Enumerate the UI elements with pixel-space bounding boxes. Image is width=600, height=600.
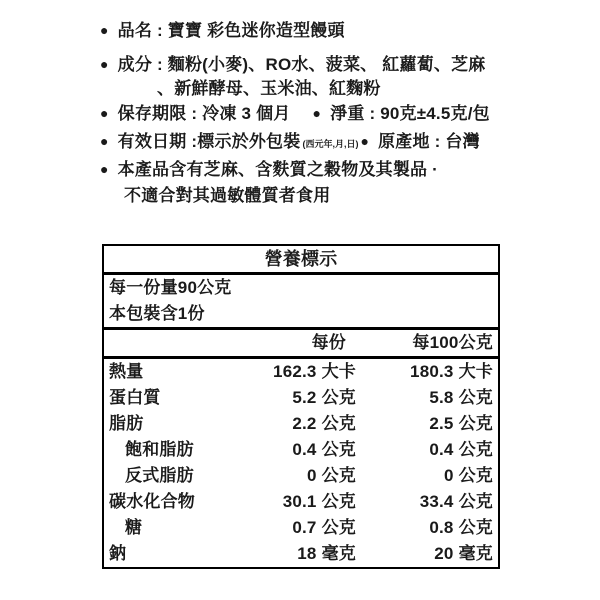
servings-per-package-text: 本包裝含1份	[109, 304, 205, 323]
bullet-icon: ●	[360, 133, 370, 149]
row-value-per-100g: 20 毫克	[356, 541, 498, 567]
column-header-per-serving: 每份	[311, 333, 346, 352]
unit-text: 大卡	[458, 362, 493, 381]
allergen-warning-text: 本產品含有芝麻、含麩質之穀物及其製品 ·	[117, 160, 439, 179]
row-value-per-100g: 0.8 公克	[356, 515, 498, 541]
expiry-origin-line	[100, 131, 480, 154]
unit-text: 公克	[321, 492, 356, 511]
ingredients-line	[100, 54, 486, 75]
table-row-sugar	[104, 515, 498, 541]
bullet-icon: ●	[100, 133, 109, 149]
unit-text: 公克	[458, 466, 493, 485]
row-value-per-serving: 0.7 公克	[221, 515, 356, 541]
serving-size-text: 每一份量90公克	[109, 278, 232, 297]
ingredients-text: 成分 : 麵粉(小麥)、RO水、菠菜、 紅蘿蔔、芝麻	[117, 55, 486, 74]
table-row-fat	[104, 411, 498, 437]
row-value-per-100g: 0.4 公克	[356, 437, 498, 463]
unit-text: 公克	[458, 414, 493, 433]
bullet-icon: ●	[100, 105, 109, 121]
row-value-per-serving: 0.4 公克	[221, 437, 356, 463]
table-row-trans-fat	[104, 463, 498, 489]
bullet-icon: ●	[100, 22, 109, 38]
table-row-sodium	[104, 541, 498, 567]
row-label: 脂肪	[109, 414, 144, 433]
unit-text: 公克	[321, 440, 356, 459]
date-format-note: (西元年,月,日)	[302, 139, 359, 149]
table-row-calories	[104, 359, 498, 385]
allergen-warning-text-2: 不適合對其過敏體質者食用	[124, 186, 331, 205]
bullet-icon: ●	[100, 56, 109, 72]
product-name-line	[100, 20, 345, 41]
row-value-per-100g: 33.4 公克	[356, 489, 498, 515]
unit-text: 公克	[321, 414, 356, 433]
table-row-carbohydrate	[104, 489, 498, 515]
row-value-per-serving: 5.2 公克	[221, 385, 356, 411]
bullet-icon: ●	[312, 105, 322, 121]
shelf-life-net-weight-line	[100, 103, 490, 124]
bullet-icon: ●	[100, 161, 109, 177]
nutrition-table-title: 營養標示	[264, 249, 338, 269]
row-value-per-100g: 5.8 公克	[356, 385, 498, 411]
shelf-life-text: 保存期限 : 冷凍 3 個月	[117, 104, 291, 123]
row-label: 蛋白質	[109, 388, 161, 407]
nutrition-facts-table	[102, 244, 500, 569]
allergen-warning-line	[100, 159, 438, 180]
unit-text: 公克	[321, 466, 356, 485]
unit-text: 公克	[321, 518, 356, 537]
origin-text: 原產地 : 台灣	[378, 132, 480, 151]
unit-text: 公克	[321, 388, 356, 407]
column-header-spacer	[104, 330, 221, 356]
allergen-warning-continuation-line	[124, 186, 330, 206]
row-value-per-100g: 180.3 大卡	[356, 359, 498, 385]
expiry-date-text: 有效日期 :標示於外包裝	[117, 132, 301, 151]
unit-text: 公克	[458, 388, 493, 407]
ingredients-continuation-line	[157, 79, 381, 99]
unit-text: 公克	[458, 440, 493, 459]
row-label: 鈉	[109, 544, 127, 563]
unit-text: 毫克	[321, 544, 356, 563]
row-value-per-100g: 2.5 公克	[356, 411, 498, 437]
table-row-protein	[104, 385, 498, 411]
row-value-per-serving: 18 毫克	[221, 541, 356, 567]
unit-text: 公克	[458, 518, 493, 537]
column-header-per-100g: 每100公克	[412, 333, 493, 352]
nutrition-column-header-row	[104, 330, 498, 356]
unit-text: 毫克	[458, 544, 493, 563]
net-weight-text: 淨重 : 90克±4.5克/包	[330, 104, 490, 123]
unit-text: 公克	[458, 492, 493, 511]
product-name-text: 品名 : 寶寶 彩色迷你造型饅頭	[117, 21, 345, 40]
row-label: 反式脂肪	[125, 466, 194, 485]
row-label: 糖	[125, 518, 143, 537]
row-value-per-100g: 0 公克	[356, 463, 498, 489]
row-value-per-serving: 162.3 大卡	[221, 359, 356, 385]
ingredients-text-2: 、新鮮酵母、玉米油、紅麴粉	[157, 79, 381, 98]
row-label: 飽和脂肪	[125, 440, 194, 459]
table-row-saturated-fat	[104, 437, 498, 463]
row-label: 碳水化合物	[109, 492, 195, 511]
row-value-per-serving: 0 公克	[221, 463, 356, 489]
row-value-per-serving: 2.2 公克	[221, 411, 356, 437]
unit-text: 大卡	[321, 362, 356, 381]
row-label: 熱量	[109, 362, 144, 381]
row-value-per-serving: 30.1 公克	[221, 489, 356, 515]
